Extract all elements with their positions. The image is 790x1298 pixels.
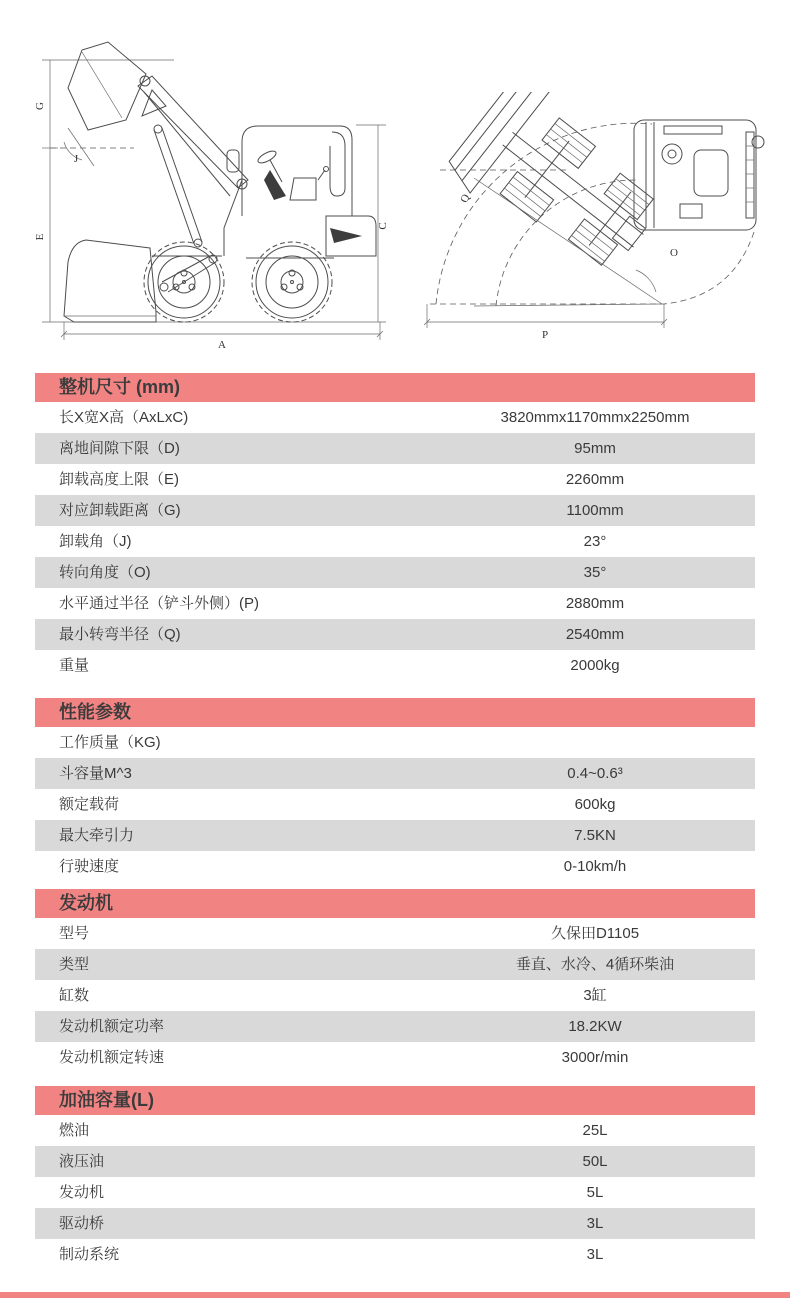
spec-row-value: 3000r/min — [561, 1049, 629, 1066]
spec-row-value: 2540mm — [565, 626, 625, 643]
spec-row-label: 最大牵引力 — [59, 827, 135, 844]
spec-row — [35, 557, 755, 588]
spec-row-value — [445, 727, 745, 758]
spec-row-value: 3L — [586, 1246, 604, 1263]
spec-row-value: 25L — [582, 1122, 608, 1139]
spec-row — [35, 1011, 755, 1042]
spec-row-label: 长X宽X高（AxLxC) — [59, 409, 189, 426]
section-title: 发动机 — [35, 889, 755, 918]
spec-row-label: 液压油 — [59, 1153, 105, 1170]
spec-row — [35, 1177, 755, 1208]
spec-row-label: 发动机额定转速 — [59, 1049, 165, 1066]
spec-table — [35, 373, 755, 1270]
spec-row-value: 18.2KW — [568, 1018, 622, 1035]
spec-row — [35, 727, 755, 758]
dim-label-P: P — [541, 329, 549, 341]
footer-accent-bar — [0, 1292, 790, 1298]
spec-row-value: 35° — [583, 564, 607, 581]
loader-body — [152, 126, 376, 258]
spec-row-value: 95mm — [574, 440, 616, 457]
spec-row-value: 0.4~0.6³ — [567, 765, 623, 782]
spec-row — [35, 980, 755, 1011]
spec-row — [35, 758, 755, 789]
spec-row-label: 类型 — [59, 956, 90, 973]
spec-row — [35, 619, 755, 650]
spec-row — [35, 1146, 755, 1177]
outer-turning-arc — [436, 123, 652, 304]
spec-row-value: 3缸 — [583, 987, 607, 1004]
bucket-top — [442, 92, 552, 193]
dim-label-J: J — [73, 153, 79, 165]
spec-row-value: 600kg — [574, 796, 616, 813]
spec-row-value: 2000kg — [570, 657, 620, 674]
spec-row — [35, 789, 755, 820]
spec-row — [35, 526, 755, 557]
spec-section-1 — [35, 698, 755, 882]
lowered-bucket — [64, 240, 217, 322]
spec-row-label: 型号 — [59, 925, 90, 942]
spec-row-label: 对应卸载距离（G) — [59, 502, 181, 519]
section-title: 加油容量(L) — [35, 1086, 755, 1115]
spec-row-label: 离地间隙下限（D) — [59, 440, 180, 457]
spec-row-value: 3L — [586, 1215, 604, 1232]
spec-row-label: 水平通过半径（铲斗外侧）(P) — [59, 595, 259, 612]
spec-row — [35, 1208, 755, 1239]
section-title: 整机尺寸 (mm) — [35, 373, 755, 402]
spec-row — [35, 464, 755, 495]
dim-label-E: E — [34, 233, 46, 241]
spec-row-label: 转向角度（O) — [59, 564, 151, 581]
top-view-svg — [412, 92, 784, 344]
spec-row-value: 垂直、水冷、4循环柴油 — [515, 956, 675, 973]
dim-label-G: G — [34, 102, 46, 110]
spec-row-label: 斗容量M^3 — [59, 765, 132, 782]
dim-label-O: O — [670, 247, 678, 259]
rear-wheel — [252, 242, 332, 322]
spec-row — [35, 402, 755, 433]
spec-row-label: 燃油 — [59, 1122, 90, 1139]
section-title: 性能参数 — [35, 698, 755, 727]
loader-top-view-diagram — [412, 92, 784, 344]
spec-row-value: 7.5KN — [574, 827, 616, 844]
spec-row — [35, 851, 755, 882]
spec-row — [35, 1239, 755, 1270]
spec-section-3 — [35, 1086, 755, 1270]
loader-side-view-diagram — [34, 30, 394, 356]
spec-row-value: 23° — [583, 533, 607, 550]
spec-row-value: 2260mm — [565, 471, 625, 488]
spec-row — [35, 433, 755, 464]
rear-axle-wheels — [568, 173, 653, 265]
spec-row — [35, 949, 755, 980]
spec-row — [35, 1115, 755, 1146]
spec-row-label: 卸载高度上限（E) — [59, 471, 180, 488]
spec-row-label: 最小转弯半径（Q) — [59, 626, 181, 643]
raised-bucket — [68, 42, 146, 130]
spec-section-0 — [35, 373, 755, 681]
front-section-top — [442, 92, 679, 293]
spec-row-value: 5L — [586, 1184, 604, 1201]
spec-row — [35, 495, 755, 526]
spec-row-label: 行驶速度 — [59, 858, 120, 875]
spec-row-label: 工作质量（KG) — [59, 734, 161, 751]
spec-row — [35, 918, 755, 949]
spec-row-value: 久保田D1105 — [550, 925, 640, 942]
spec-row — [35, 588, 755, 619]
spec-row — [35, 820, 755, 851]
spec-row-label: 重量 — [59, 657, 90, 674]
spec-row-label: 制动系统 — [59, 1246, 120, 1263]
spec-row — [35, 650, 755, 681]
spec-row-label: 发动机额定功率 — [59, 1018, 165, 1035]
spec-row-label: 发动机 — [59, 1184, 105, 1201]
spec-row-label: 卸载角（J) — [59, 533, 132, 550]
dim-label-A: A — [218, 339, 226, 351]
spec-row-value: 2880mm — [565, 595, 625, 612]
side-view-svg — [34, 30, 394, 356]
spec-row — [35, 1042, 755, 1073]
spec-row-value: 50L — [582, 1153, 608, 1170]
spec-section-2 — [35, 889, 755, 1073]
rear-body-top — [634, 120, 764, 230]
dim-label-C: C — [377, 222, 389, 230]
spec-row-value: 3820mmx1170mmx2250mm — [500, 409, 690, 426]
spec-row-label: 额定载荷 — [59, 796, 120, 813]
spec-row-label: 缸数 — [59, 987, 90, 1004]
spec-row-value: 0-10km/h — [563, 858, 627, 875]
boom-arm — [138, 76, 248, 247]
spec-row-label: 驱动桥 — [59, 1215, 105, 1232]
spec-row-value: 1100mm — [566, 502, 624, 519]
dim-label-Q: Q — [458, 192, 473, 205]
